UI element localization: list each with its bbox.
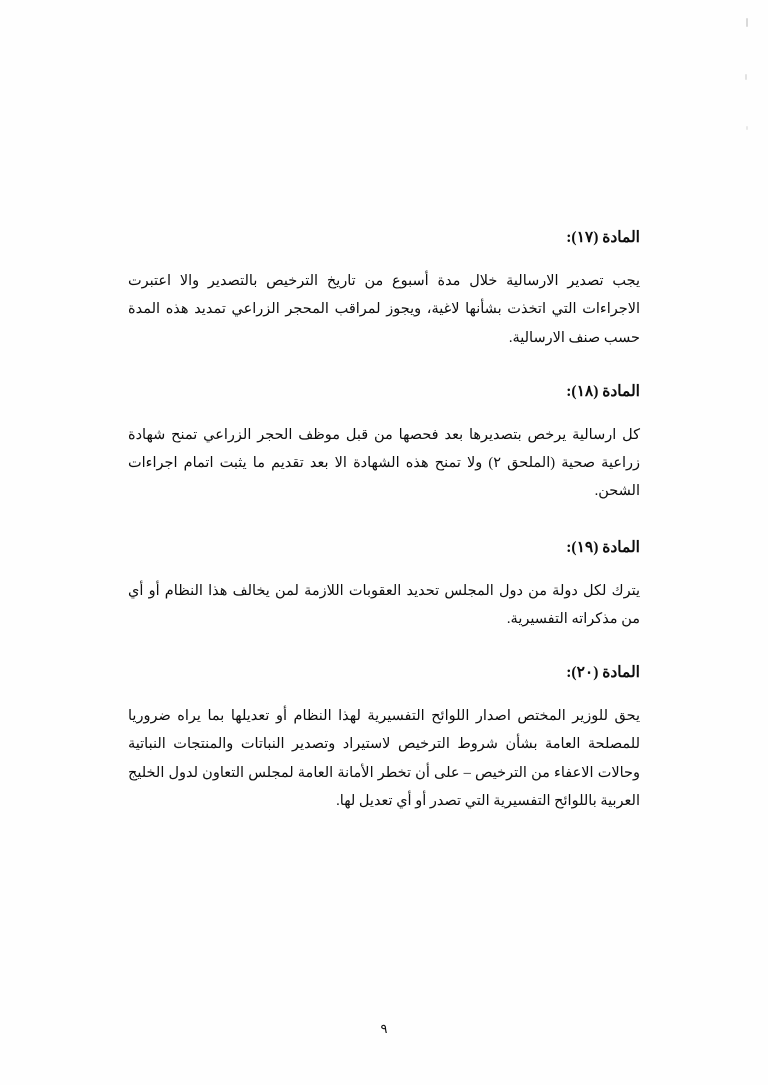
article-20-text: يحق للوزير المختص اصدار اللوائح التفسيرية لهذا النظام أو تعديلها بما يراه ضروريا للمصلحة العامة بشأن شروط الترخيص لاستيراد وتصدير النباتات والمنتجات النباتية وحالات الاعفاء من الترخيص – على أن تخطر الأمانة العامة لمجلس التعاون لدول الخليج العربية باللوائح التفسيرية التي تصدر أو أي تعديل لها. [128,708,640,809]
article-19-heading: المادة (١٩): [566,538,640,556]
article-18 [128,382,640,506]
article-19 [128,538,640,634]
article-20-heading: المادة (٢٠): [566,664,640,682]
page-number: ٩ [380,1021,388,1036]
article-18-heading: المادة (١٨): [566,382,640,400]
article-18-text: كل ارسالية يرخص بتصديرها بعد فحصها من قبل موظف الحجر الزراعي تمنح شهادة زراعية صحية (الملحق ٢) ولا تمنح هذه الشهادة الا بعد تقديم ما يثبت اتمام اجراءات الشحن. [128,426,640,500]
article-20 [128,663,640,815]
article-17-text: يجب تصدير الارسالية خلال مدة أسبوع من تاريخ الترخيص بالتصدير والا اعتبرت الاجراءات التي اتخذت بشأنها لاغية، ويجوز لمراقب المحجر الزراعي تمديد هذه المدة حسب صنف الارسالية. [128,273,640,346]
scan-artifact-icon [746,126,748,130]
document-body [128,228,640,841]
scan-artifact-icon [745,74,747,80]
article-17 [128,228,640,352]
article-19-text: يترك لكل دولة من دول المجلس تحديد العقوبات اللازمة لمن يخالف هذا النظام أو أي من مذكراته التفسيرية. [128,582,640,627]
article-17-heading: المادة (١٧): [566,229,640,246]
scan-artifact-icon [746,18,748,27]
